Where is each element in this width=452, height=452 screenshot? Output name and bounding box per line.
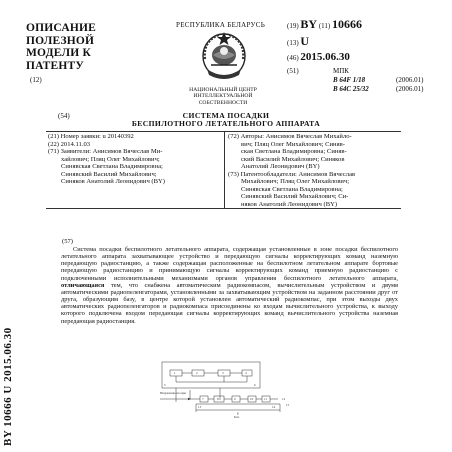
patent-number: 10666 [332, 17, 362, 31]
svg-text:1: 1 [174, 371, 176, 376]
svg-text:10: 10 [250, 397, 254, 402]
svg-text:12: 12 [282, 397, 286, 402]
ipc-year: (2006.01) [396, 85, 424, 93]
biblio-line: Синявский Василий Михайлович; [61, 170, 157, 178]
biblio-line: (72) Авторы: Анисимов Вячеслав Михайло- [228, 133, 352, 140]
svg-text:3: 3 [222, 371, 224, 376]
ipc-row [333, 85, 424, 93]
abstract-text: Система посадки беспилотного летательного аппарата, содержащая установленные в зоне посадки беспилотного летательного аппарата захватывающее устройство и передающую сигналы корректирующих команд наземную передающую радиостанцию, а также содержащая расположенные на беспилотном летательном аппарате бортовые передающую радиостанцию и принимающую сигналы корректирующих команд приемную радиостанцию с подключенными исполнительными механизмами органов управления беспилотного летательного аппарата, отличающаяся тем, что снабжена автоматическим радиокомпасом, вычислительным устройством и двумя автоматическими радиопеленгаторами, установленными за захватывающим устройством на заданном расстоянии друг от друга, образующим базу, в центре которой установлен автоматический радиокомпас, при этом выходы двух автоматических радиопеленгаторов и радиокомпаса присоединены ко входам вычислительного устройства, к выходу которого подключена входом передающая сигналы корректирующих команд вычислительного устройства наземная передающая радиостанция. [61, 246, 398, 325]
biblio-line: (71) Заявители: Анисимов Вячеслав Ми- [48, 148, 163, 155]
country-code: BY [300, 17, 318, 31]
code-19: (19) [287, 22, 299, 30]
svg-text:7: 7 [202, 397, 204, 402]
side-label: BY 10666 U 2015.06.30 [2, 327, 14, 446]
code-13: (13) [287, 39, 299, 47]
patent-title: СИСТЕМА ПОСАДКИ БЕСПИЛОТНОГО ЛЕТАТЕЛЬНОГО АППАРАТА [131, 111, 321, 129]
svg-text:8: 8 [217, 397, 219, 402]
title-line: ОПИСАНИЕ [26, 22, 97, 34]
biblio-line: Синяков Анатолий Леонидович (BY) [61, 178, 165, 185]
biblio-left-column [48, 133, 218, 186]
biblio-line: ская Светлана Владимировна; Синяв- [241, 148, 347, 155]
biblio-right-column [228, 133, 399, 208]
block-1 [170, 370, 182, 376]
block-9 [214, 396, 224, 402]
svg-text:13: 13 [198, 405, 202, 409]
publication-date: 2015.06.30 [300, 51, 350, 63]
code-54: (54) [58, 112, 70, 120]
code-57: (57) [62, 238, 73, 245]
abstract-bold-word: отличающаяся [61, 281, 105, 289]
biblio-line: Анатолий Леонидович (BY) [241, 163, 320, 170]
code-12: (12) [30, 76, 42, 84]
title-line: ПАТЕНТУ [26, 59, 85, 72]
biblio-line: Синявская Светлана Владимировна; [61, 163, 163, 170]
svg-text:11: 11 [264, 397, 268, 402]
biblio-column-divider [224, 131, 225, 209]
ipc-row [333, 76, 424, 84]
svg-text:6: 6 [254, 383, 256, 387]
biblio-line: (22) 2014.11.03 [48, 140, 91, 148]
biblio-line: няков Анатолий Леонидович (BY) [241, 200, 338, 208]
mpk-label: МПК [333, 67, 349, 75]
document-title [26, 22, 142, 72]
title-line: МОДЕЛИ К [26, 47, 91, 59]
pub-date-row [287, 51, 350, 63]
svg-text:14: 14 [272, 405, 276, 409]
ipc-code: B 64F 1/18 [333, 76, 366, 84]
block-diagram [160, 360, 310, 420]
patent-office-name: НАЦИОНАЛЬНЫЙ ЦЕНТР ИНТЕЛЛЕКТУАЛЬНОЙ СОБСТВЕННОСТИ [189, 87, 257, 106]
block-3 [218, 370, 230, 376]
svg-text:5: 5 [164, 383, 166, 387]
biblio-line: Михайлович; Пляц Олег Михайлович; [241, 178, 350, 185]
code-46: (46) [287, 54, 299, 62]
state-emblem-icon [197, 29, 251, 81]
biblio-line: (21) Номер заявки: u 20140392 [48, 133, 134, 140]
biblio-line: вич; Пляц Олег Михайлович; Синяв- [241, 140, 345, 148]
biblio-line: ский Василий Михайлович; Синяков [241, 155, 345, 163]
kind-code: U [300, 34, 310, 48]
ipc-code: B 64C 25/32 [333, 85, 369, 93]
biblio-line: хайлович; Пляц Олег Михайлович; [61, 155, 160, 163]
country-name: РЕСПУБЛИКА БЕЛАРУСЬ [176, 21, 266, 29]
kind-row [287, 34, 309, 49]
block-4 [242, 370, 252, 376]
diagram-labels [160, 371, 290, 419]
title-line: ПОЛЕЗНОЙ [26, 34, 95, 47]
svg-text:4: 4 [245, 371, 247, 376]
svg-text:Направление посадки: Направление посадки [160, 392, 186, 395]
svg-text:2: 2 [196, 371, 198, 376]
code-11: (11) [318, 22, 331, 30]
block-2 [192, 370, 204, 376]
svg-text:База: База [234, 416, 240, 419]
ipc-year: (2006.01) [396, 76, 424, 84]
code-51: (51) [287, 67, 299, 75]
biblio-line: Синявский Василий Михайлович; Си- [241, 193, 349, 200]
biblio-line: (73) Патентообладатели: Анисимов Вячеслав [228, 170, 356, 178]
svg-text:15: 15 [286, 403, 290, 407]
svg-text:Б: Б [237, 411, 239, 416]
biblio-line: Синявская Светлана Владимировна; [241, 185, 343, 193]
svg-text:9: 9 [234, 397, 236, 402]
patent-number-row [287, 17, 362, 32]
